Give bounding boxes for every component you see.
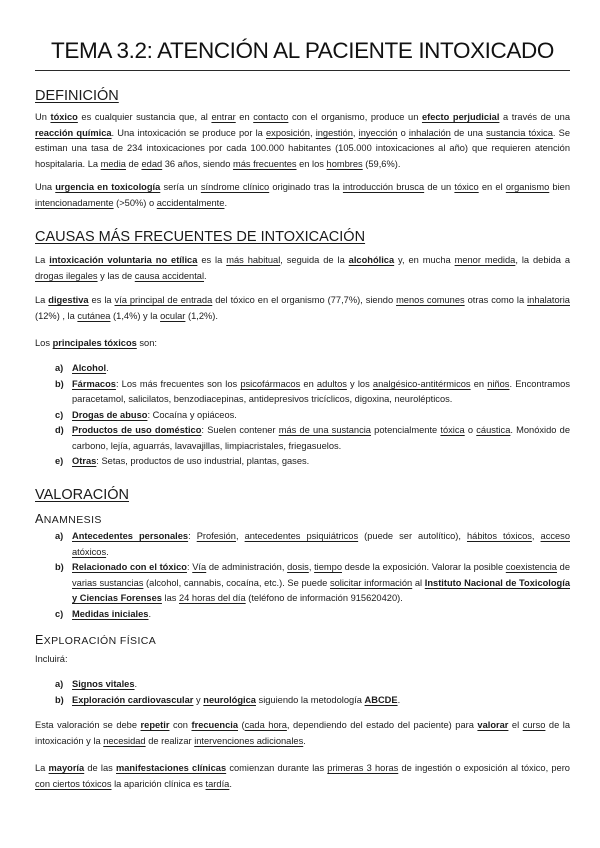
list-item: a) Alcohol.	[55, 363, 109, 373]
subsection-heading-exploracion: EXPLORACIÓN FÍSICA	[35, 633, 157, 647]
list-item: b) Fármacos: Los más frecuentes son los psicofármacos en adultos y los analgésico-antitérmicos en niños. Encontramos paracetamol, salicilatos, benzodiacepinas, antidepresivos tricíclicos, digoxina, neurolépticos.	[55, 378, 570, 404]
anamnesis-list	[35, 529, 570, 622]
toxics-list	[35, 361, 570, 470]
causes-paragraph: La intoxicación voluntaria no etílica es la más habitual, seguida de la alcohólica y, en mucha menor medida, la debida a drogas ilegales y las de causa accidental.	[35, 255, 570, 281]
list-item: b) Exploración cardiovascular y neurológica siguiendo la metodología ABCDE.	[55, 694, 401, 705]
list-item: b) Relacionado con el tóxico: Vía de administración, dosis, tiempo desde la exposición. Valorar la posible coexistencia de varias sustancias (alcohol, cannabis, cocaína, etc.). Se puede solicitar información al Instituto Nacional de Toxicología y Ciencias Forenses las 24 horas del día (teléfono de información 915620420).	[55, 562, 570, 603]
exploration-intro: Incluirá:	[35, 654, 68, 664]
page-title: TEMA 3.2: ATENCIÓN AL PACIENTE INTOXICADO	[51, 38, 554, 63]
urgency-paragraph: Una urgencia en toxicología sería un síndrome clínico originado tras la introducción brusca de un tóxico en el organismo bien intencionadamente (>50%) o accidentalmente.	[35, 182, 571, 208]
definition-paragraph: Un tóxico es cualquier sustancia que, al entrar en contacto con el organismo, produce un efecto perjudicial a través de una reacción química. Una intoxicación se produce por la exposición, ingestión, inyección o inhalación de una sustancia tóxica. Se estiman una tasa de 234 intoxicaciones por cada 100.000 habitantes (105.000 intoxicaciones al año) que requieren atención hospitalaria. La media de edad 36 años, siendo más frecuentes en los hombres (59,6%).	[35, 112, 571, 169]
list-item: a) Signos vitales.	[55, 679, 138, 689]
list-item: c) Medidas iniciales.	[55, 608, 152, 619]
list-item: e) Otras: Setas, productos de uso industrial, plantas, gases.	[55, 456, 310, 466]
list-item: d) Productos de uso doméstico: Suelen contener más de una sustancia potencialmente tóxica o cáustica. Monóxido de carbono, lejía, aguarrás, lavavajillas, limpiacristales, friegasuelos.	[55, 425, 570, 451]
section-heading-valoracion: VALORACIÓN	[35, 487, 130, 503]
routes-paragraph: La digestiva es la vía principal de entrada del tóxico en el organismo (77,7%), siendo menos comunes otras como la inhalatoria (12%) , la cutánea (1,4%) y la ocular (1,2%).	[35, 295, 570, 321]
section-heading-definicion: DEFINICIÓN	[35, 88, 119, 104]
list-item: a) Antecedentes personales: Profesión, antecedentes psiquiátricos (puede ser autolítico), hábitos tóxicos, acceso atóxicos.	[55, 531, 570, 557]
manifestations-paragraph: La mayoría de las manifestaciones clínicas comienzan durante las primeras 3 horas de ingestión o exposición al tóxico, pero con ciertos tóxicos la aparición clínica es tardía.	[35, 763, 570, 789]
title-underline	[35, 70, 570, 71]
list-item: c) Drogas de abuso: Cocaína y opiáceos.	[55, 409, 237, 420]
reassessment-paragraph: Esta valoración se debe repetir con frecuencia (cada hora, dependiendo del estado del paciente) para valorar el curso de la intoxicación y la necesidad de realizar intervenciones adicionales.	[35, 720, 571, 746]
exploration-list	[35, 677, 570, 708]
toxics-intro: Los principales tóxicos son:	[35, 338, 157, 348]
subsection-heading-anamnesis: ANAMNESIS	[35, 512, 102, 526]
section-heading-causas: CAUSAS MÁS FRECUENTES DE INTOXICACIÓN	[35, 229, 366, 245]
